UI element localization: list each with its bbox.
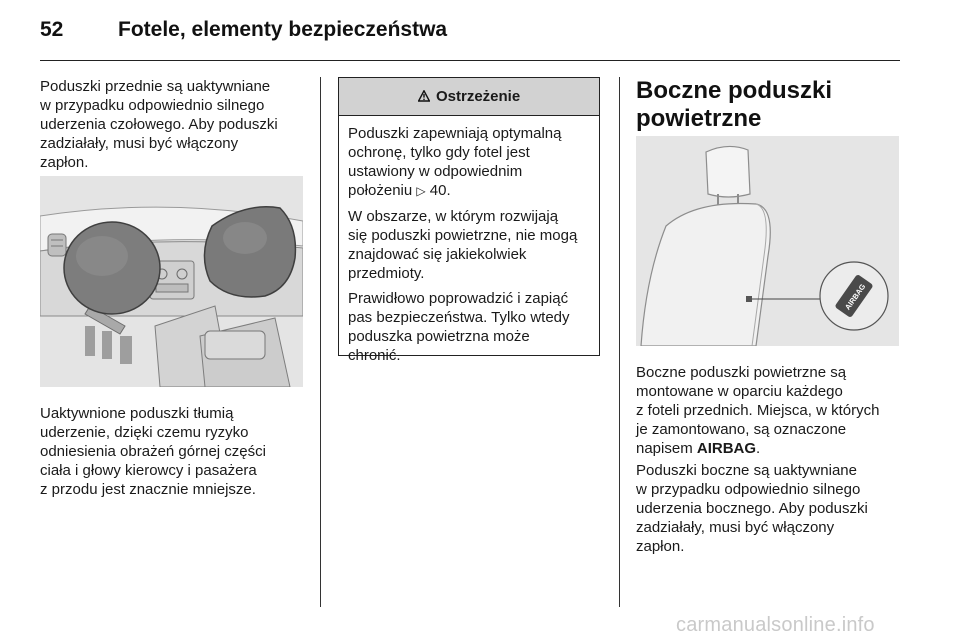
side-airbag-location: [636, 363, 906, 458]
text-line: zapłon.: [636, 538, 685, 555]
text-line: uderzenie, dzięki czemu ryzyko: [40, 424, 249, 441]
text-line: przedmioty.: [348, 265, 425, 282]
front-airbag-effect: [40, 404, 315, 499]
front-airbag-intro: [40, 77, 310, 172]
page-header: [40, 18, 900, 58]
page-number: 52: [40, 18, 64, 41]
warning-triangle-icon: [418, 88, 434, 105]
text-line: poduszka powietrzna może: [348, 328, 530, 345]
side-airbag-seat-illustration: [636, 136, 899, 346]
text-line: W obszarze, w którym rozwijają: [348, 208, 559, 225]
page-reference-arrow-icon: ▷: [416, 184, 426, 198]
text-line: napisem: [636, 440, 697, 457]
text-line: zadziałały, musi być włączony: [40, 135, 239, 152]
text-line: Poduszki przednie są uaktywniane: [40, 78, 271, 95]
heading-line: Boczne poduszki: [636, 77, 833, 104]
text-line: chronić.: [348, 347, 401, 364]
text-line: ochronę, tylko gdy fotel jest: [348, 144, 530, 161]
page-reference-link[interactable]: 40.: [425, 182, 451, 199]
text-line: w przypadku odpowiednio silnego: [40, 97, 265, 114]
column-divider-right: [619, 77, 620, 607]
text-line: Poduszki zapewniają optymalną: [348, 125, 562, 142]
airbag-keyword: AIRBAG: [696, 440, 757, 457]
warning-box: [338, 77, 600, 364]
text-line: uderzenia bocznego. Aby poduszki: [636, 500, 868, 517]
warning-header: [339, 78, 599, 116]
text-line: znajdować się jakiekolwiek: [348, 246, 527, 263]
text-line: w przypadku odpowiednio silnego: [636, 481, 861, 498]
text-line: ustawiony w odpowiednim: [348, 163, 523, 180]
header-rule: [40, 60, 900, 61]
text-line: uderzenia czołowego. Aby poduszki: [40, 116, 278, 133]
side-airbag-activation: [636, 461, 906, 556]
text-line: z przodu jest znacznie mniejsze.: [40, 481, 256, 498]
watermark: carmanualsonline.info: [676, 614, 875, 636]
text-line: Boczne poduszki powietrzne są: [636, 364, 847, 381]
front-airbags-illustration: [40, 176, 303, 387]
text-line: Prawidłowo poprowadzić i zapiąć: [348, 290, 569, 307]
text-line: pas bezpieczeństwa. Tylko wtedy: [348, 309, 570, 326]
warning-title: Ostrzeżenie: [435, 88, 521, 105]
section-heading: [636, 77, 906, 133]
airbag-label-tag: AIRBAG: [843, 282, 868, 312]
text-punctuation: .: [756, 440, 761, 457]
text-line: Uaktywnione poduszki tłumią: [40, 405, 234, 422]
text-line: zapłon.: [40, 154, 89, 171]
text-line: się poduszki powietrzne, nie mogą: [348, 227, 578, 244]
warning-body: [339, 116, 599, 365]
heading-line: powietrzne: [636, 105, 762, 132]
text-line: montowane w oparciu każdego: [636, 383, 843, 400]
text-line: Poduszki boczne są uaktywniane: [636, 462, 857, 479]
text-line: z foteli przednich. Miejsca, w których: [636, 402, 880, 419]
text-line: je zamontowano, są oznaczone: [636, 421, 847, 438]
text-line: położeniu: [348, 182, 417, 199]
text-line: odniesienia obrażeń górnej części: [40, 443, 266, 460]
text-line: zadziałały, musi być włączony: [636, 519, 835, 536]
column-divider-left: [320, 77, 321, 607]
page-title: Fotele, elementy bezpieczeństwa: [118, 18, 448, 41]
text-line: ciała i głowy kierowcy i pasażera: [40, 462, 257, 479]
